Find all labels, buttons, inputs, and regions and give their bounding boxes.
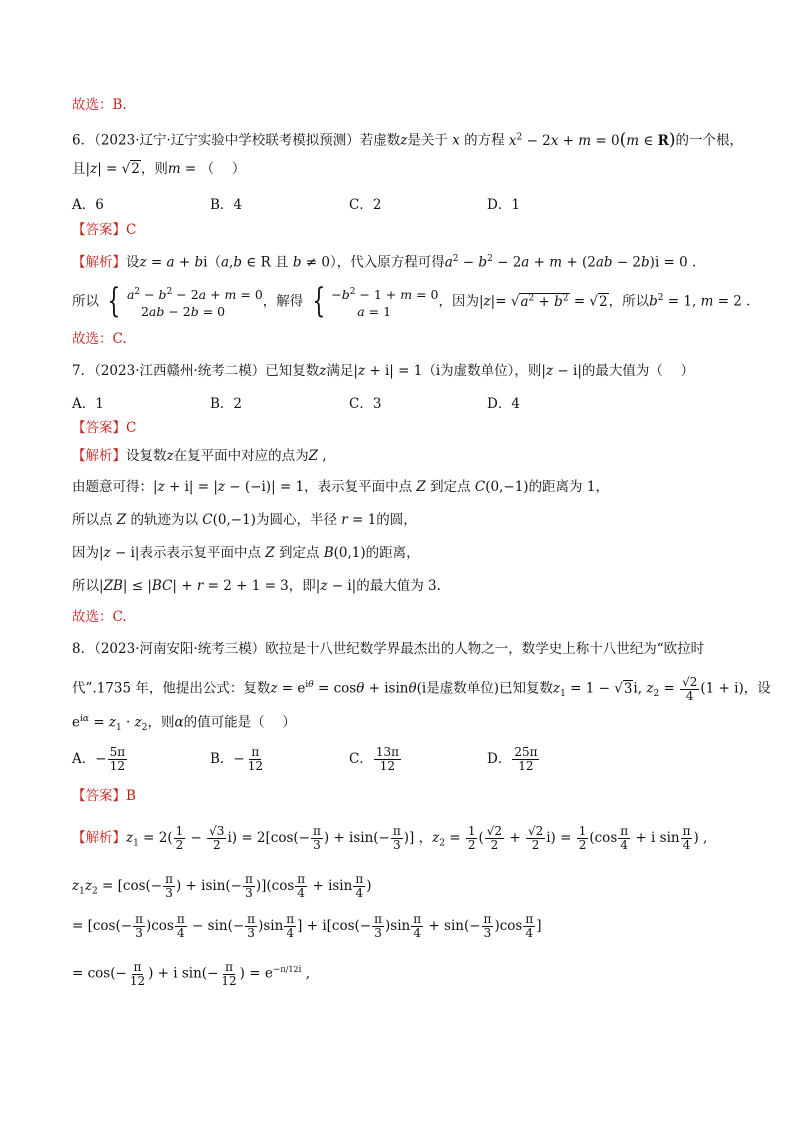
q7-option-c: C．3 [349,396,382,412]
q7-option-a: A．1 [72,396,104,412]
q6-equation: $x^2 - 2x + m = 0(m$ ∈ R) [508,129,676,150]
analysis-label: 【解析】 [72,254,126,271]
analysis-text: 在复平面中对应的点为 [173,448,309,464]
answer-label: 【答案】 [72,222,126,238]
analysis-text: ，表示复平面中点 [304,479,413,495]
q7-stem-text: 满足 [326,363,354,379]
analysis-text: ，因为 [438,293,479,310]
analysis-text: 到定点 [430,479,471,495]
option-label: D． [487,751,512,767]
q7-stem-text: 的最大值为（ ） [581,363,695,379]
q6-modulus: |z| = √2 [85,161,140,177]
analysis-text: 所以 [72,293,99,310]
q8-stem-text: ，则 [147,714,175,731]
analysis-text: 所以 [72,578,99,594]
analysis-label: 【解析】 [72,830,126,846]
analysis-text: 由题意可得： [72,479,153,495]
q8-answer [72,787,136,805]
q6-option-d: D．1 [487,197,520,213]
q5-conclusion: 故选：B. [72,97,127,113]
analysis-text: ，即 [288,578,316,594]
q7-stem-text: （i为虚数单位），则 [422,363,542,379]
q6-stem-text: 且 [72,161,86,177]
solution-system: { $-b^2 - 1 + m = 0$ a = 1 [311,280,439,321]
q7-option-d: D．4 [487,396,520,412]
q6-conclusion: 故选：C. [72,331,127,347]
answer-value: C [126,222,137,238]
q7-stem-text: 7．（2023·江西赣州·统考二模）已知复数 [72,363,320,379]
q6-analysis-line2: 所以 { $a^2 - b^2 - 2a + m = 0$ 2ab − 2b = 0 ，解得 { $-b^2 - 1 + m = 0$ a = 1 ，因为$|z|= √a^2 + b^2 = √2$，所以$b^2 = 1$, m = 2 . [72,280,751,321]
option-label: C． [349,751,373,767]
q6-analysis-line1: 【解析】设z = a + bi（a,b ∈ R 且 b ≠ 0），代入原方程可得$a^2 - b^2 - 2a + m + (2ab - 2b)i = 0$ . [72,254,697,271]
q7-analysis-line2: 由题意可得：|z + i| = |z − (−i)| = 1，表示复平面中点 Z 到定点 C(0,−1)的距离为 1， [72,479,609,495]
q7-analysis-line3: 所以点 Z 的轨迹为以 C(0,−1)为圆心，半径 r = 1的圆， [72,512,417,528]
q6-stem-text: 的一个根， [675,132,743,149]
analysis-text: 的最大值为 3. [356,578,441,594]
q8-stem-line2: 代”.1735 年，他提出公式：复数$z = e^{i\theta} = \cos\theta + isin\theta(i$是虚数单位)已知复数$z_1 = 1 - √3i$, $z_2$ = $\frac{√2}{4}$ (1 + i)，设 [72,674,771,703]
analysis-text: 所以点 [72,512,113,528]
analysis-text: ，解得 [262,293,304,310]
analysis-text: 因为 [72,545,99,561]
analysis-text: 的轨迹为以 [130,512,198,528]
q7-option-b: B．2 [210,396,243,412]
answer-value: B [126,788,136,804]
q8-stem-text: 的值可能是（ ） [183,714,296,731]
q6-option-a: A．6 [72,197,104,213]
analysis-text: 到定点 [278,545,320,561]
q7-analysis-line5: 所以|ZB| ≤ |BC| + r = 2 + 1 = 3，即|z − i|的最大值为 3. [72,578,441,594]
q6-option-c: C．2 [349,197,382,213]
q6-stem-text: （ ） [200,161,246,177]
q8-analysis-line4: = cos(− $\frac{\pi}{12}$ ) + i sin(− $\frac{\pi}{12}$ ) = $e^{-\pi/12i}$ , [72,959,310,988]
q6-stem-line2: 且|z| = √2，则m = （ ） [72,161,246,177]
analysis-text: 为圆心，半径 [255,512,337,528]
analysis-label: 【解析】 [72,448,126,464]
q8-analysis-line3: = [cos(− $\frac{\pi}{3}$ )cos $\frac{\pi}{4}$ − sin(− $\frac{\pi}{3}$ )sin $\frac{\pi}{4}$ ] + i[cos(− $\frac{\pi}{3}$ )sin $\frac{\pi}{4}$ + sin(− $\frac{\pi}{3}$ )cos $\frac{\pi}{4}$ ] [72,912,542,940]
analysis-text: 的距离为 1， [528,479,609,495]
q7-stem: 7．（2023·江西赣州·统考二模）已知复数z满足|z + i| = 1（i为虚数单位），则|z − i|的最大值为（ ） [72,363,695,379]
q8-option-c: C． $\frac{13\pi}{12}$ [349,745,399,773]
analysis-text: 的距离， [365,545,420,561]
q8-stem-text: 已知复数 [498,680,553,697]
q8-option-a: A．− $\frac{5\pi}{12}$ [72,745,126,773]
equation-system: { $a^2 - b^2 - 2a + m = 0$ 2ab − 2b = 0 [107,280,263,321]
q6-stem-text: 6．（2023·辽宁·辽宁实验中学校联考模拟预测）若虚数 [72,132,401,149]
analysis-text: 设 [126,254,140,271]
q8-analysis-line2: $z_1z_2 = [\cos(-$ $\frac{\pi}{3}$ ) + isin(− $\frac{\pi}{3}$ )](cos $\frac{\pi}{4}$ + isin $\frac{\pi}{4}$ ) [72,872,372,900]
answer-label: 【答案】 [72,420,126,436]
q7-conclusion: 故选：C. [72,609,127,625]
q8-option-b: B．− $\frac{\pi}{12}$ [210,745,264,773]
q6-stem-line1: 6．（2023·辽宁·辽宁实验中学校联考模拟预测）若虚数z是关于 x 的方程 $x^2 - 2x + m = 0(m$ ∈ R)的一个根， [72,129,743,150]
q6-answer [72,221,136,239]
answer-value: C [126,420,137,436]
analysis-text: 设复数 [126,448,167,464]
q6-stem-text: 是关于 [407,132,448,149]
analysis-text: ，代入原方程可得 [336,254,445,271]
q7-answer [72,419,136,437]
q6-stem-text: ，则 [140,161,168,177]
q6-option-b: B．4 [210,197,243,213]
q8-stem-text: 代”.1735 年，他提出公式：复数 [72,680,271,697]
q7-analysis-line4: 因为|z − i|表示表示复平面中点 Z 到定点 B(0,1)的距离， [72,545,420,561]
analysis-text: 表示表示复平面中点 [139,545,261,561]
option-label: A． [72,751,96,767]
q8-stem-line1: 8．（2023·河南安阳·统考三模）欧拉是十八世纪数学界最杰出的人物之一，数学史上称十八世纪为“欧拉时 [72,641,705,657]
option-label: B． [210,751,234,767]
q8-stem-line3: $e^{i\alpha} = z_1 \cdot z_2$，则α的值可能是（ ） [72,714,296,734]
q8-analysis-line1: 【解析】$z_1 = 2$( $\frac{1}{2}$ − $\frac{√3}{2}$ i) = 2[cos(− $\frac{\pi}{3}$ ) + isin(− $\frac{\pi}{3}$ )] ，$z_2$ = $\frac{1}{2}$ ( $\frac{√2}{2}$ + $\frac{√2}{2}$ i) = $\frac{1}{2}$ (cos $\frac{\pi}{4}$ + i sin $\frac{\pi}{4}$ ) , [72,824,708,852]
q8-option-d: D． $\frac{25\pi}{12}$ [487,745,538,773]
q6-stem-text: 的方程 [464,132,505,149]
analysis-text: 的圆， [376,512,417,528]
q8-stem-text: ，设 [743,680,771,697]
answer-label: 【答案】 [72,788,126,804]
analysis-text: ，所以 [608,293,650,310]
q7-analysis-line1: 【解析】设复数z在复平面中对应的点为Z , [72,448,327,464]
